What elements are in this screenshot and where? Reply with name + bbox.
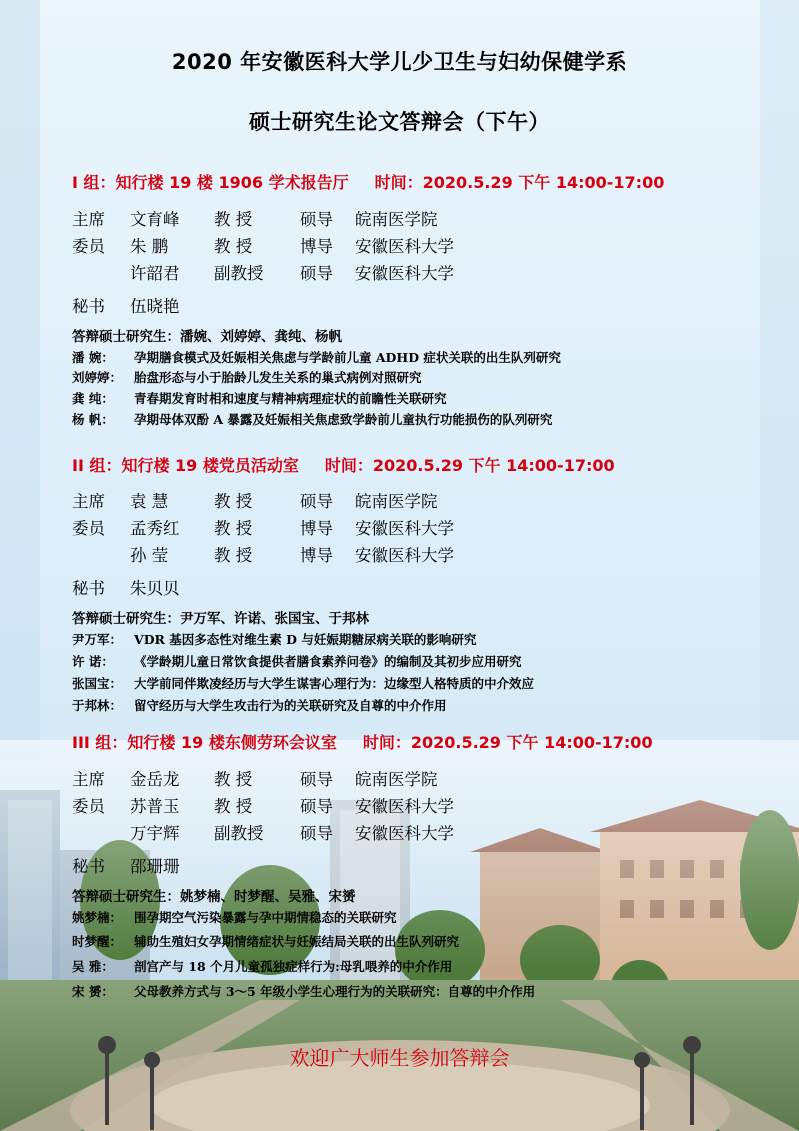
thesis-topic: [72, 982, 535, 1000]
group-3-students: 答辩硕士研究生：姚梦楠、时梦醒、吴雅、宋赟: [72, 889, 356, 905]
member-title: 教 授: [214, 519, 253, 538]
welcome-message: 欢迎广大师生参加答辩会: [289, 1046, 510, 1070]
secretary-label: 秘书: [72, 857, 105, 876]
group-1-secretary: [72, 293, 180, 317]
member-name: 金岳龙: [130, 770, 180, 789]
member-degree: 硕导: [300, 824, 333, 843]
member-institution: 安徽医科大学: [355, 797, 454, 816]
member-institution: 安徽医科大学: [355, 546, 454, 565]
thesis-topic: [72, 410, 552, 428]
secretary-name: 伍晓艳: [130, 297, 180, 316]
group-2-students: 答辩硕士研究生：尹万军、许诺、张国宝、于邦林: [72, 611, 369, 627]
student-name: 尹万军：: [72, 632, 123, 647]
member-institution: 安徽医科大学: [355, 519, 454, 538]
thesis-title: 剖宫产与 18 个月儿童孤独症样行为:母乳喂养的中介作用: [134, 959, 453, 974]
member-degree: 硕导: [300, 797, 333, 816]
group-1-students: 答辩硕士研究生：潘婉、刘婷婷、龚纯、杨帆: [72, 329, 342, 345]
member-institution: 安徽医科大学: [355, 264, 454, 283]
member-institution: 皖南医学院: [355, 492, 438, 511]
thesis-title: 孕期母体双酚 A 暴露及妊娠相关焦虑致学龄前儿童执行功能损伤的队列研究: [134, 412, 553, 427]
student-name: 于邦林：: [72, 698, 123, 713]
member-role: 主席: [72, 210, 105, 229]
thesis-topic: [72, 368, 422, 386]
group-3-location: III 组：知行楼 19 楼东侧劳环会议室: [72, 733, 337, 752]
thesis-title: 孕期膳食模式及妊娠相关焦虑与学龄前儿童 ADHD 症状关联的出生队列研究: [134, 350, 561, 365]
thesis-title: 《学龄期儿童日常饮食提供者膳食素养问卷》的编制及其初步应用研究: [134, 654, 522, 669]
member-name: 袁 慧: [130, 492, 169, 511]
student-name: 潘 婉：: [72, 350, 114, 365]
group-2-secretary: [72, 575, 180, 599]
thesis-topic: [72, 389, 447, 407]
member-role: 委员: [72, 237, 105, 256]
group-1-location: I 组：知行楼 19 楼 1906 学术报告厅: [72, 173, 349, 192]
thesis-title: 大学前同伴欺凌经历与大学生谋害心理行为：边缘型人格特质的中介效应: [134, 676, 535, 691]
thesis-title: 父母教养方式与 3～5 年级小学生心理行为的关联研究：自尊的中介作用: [134, 984, 536, 999]
member-role: 委员: [72, 519, 105, 538]
thesis-topic: [72, 957, 452, 975]
member-title: 教 授: [214, 492, 253, 511]
thesis-topic: [72, 674, 534, 692]
thesis-title: 围孕期空气污染暴露与孕中期情稳态的关联研究: [134, 910, 397, 925]
member-name: 苏普玉: [130, 797, 180, 816]
poster-title-line2: 硕士研究生论文答辩会（下午）: [249, 110, 550, 134]
member-name: 孙 莹: [130, 546, 169, 565]
member-degree: 硕导: [300, 492, 333, 511]
member-name: 万宇辉: [130, 824, 180, 843]
student-name: 龚 纯：: [72, 391, 114, 406]
member-title: 教 授: [214, 210, 253, 229]
thesis-topic: [72, 348, 561, 366]
student-name: 姚梦楠：: [72, 910, 123, 925]
thesis-title: 辅助生殖妇女孕期情绪症状与妊娠结局关联的出生队列研究: [134, 934, 460, 949]
student-name: 许 诺：: [72, 654, 114, 669]
member-role: 委员: [72, 797, 105, 816]
student-name: 宋 赟：: [72, 984, 114, 999]
group-2-header: [72, 453, 615, 476]
secretary-name: 朱贝贝: [130, 579, 180, 598]
student-name: 吴 雅：: [72, 959, 114, 974]
group-3-header: [72, 730, 653, 753]
member-name: 朱 鹏: [130, 237, 169, 256]
member-degree: 博导: [300, 519, 333, 538]
secretary-label: 秘书: [72, 297, 105, 316]
member-name: 许韶君: [130, 264, 180, 283]
group-1-header: [72, 170, 664, 193]
thesis-topic: [72, 908, 397, 926]
member-role: 主席: [72, 770, 105, 789]
thesis-title: 留守经历与大学生攻击行为的关联研究及自尊的中介作用: [134, 698, 447, 713]
group-2-location: II 组：知行楼 19 楼党员活动室: [72, 456, 299, 475]
thesis-topic: [72, 630, 476, 648]
member-name: 孟秀红: [130, 519, 180, 538]
student-name: 时梦醒：: [72, 934, 123, 949]
member-institution: 皖南医学院: [355, 770, 438, 789]
member-title: 教 授: [214, 770, 253, 789]
poster-title-line1: 2020 年安徽医科大学儿少卫生与妇幼保健学系: [171, 50, 628, 74]
group-2-time: 时间：2020.5.29 下午 14:00-17:00: [324, 456, 615, 475]
student-name: 杨 帆：: [72, 412, 114, 427]
thesis-topic: [72, 932, 459, 950]
member-institution: 安徽医科大学: [355, 237, 454, 256]
member-degree: 博导: [300, 546, 333, 565]
thesis-title: VDR 基因多态性对维生素 D 与妊娠期糖尿病关联的影响研究: [134, 632, 477, 647]
thesis-topic: [72, 652, 522, 670]
thesis-topic: [72, 696, 447, 714]
member-name: 文育峰: [130, 210, 180, 229]
group-1-time: 时间：2020.5.29 下午 14:00-17:00: [374, 173, 665, 192]
member-degree: 硕导: [300, 210, 333, 229]
member-title: 教 授: [214, 237, 253, 256]
group-3-time: 时间：2020.5.29 下午 14:00-17:00: [362, 733, 653, 752]
student-name: 刘婷婷：: [72, 370, 123, 385]
group-3-secretary: [72, 853, 180, 877]
member-degree: 博导: [300, 237, 333, 256]
member-title: 教 授: [214, 546, 253, 565]
member-title: 教 授: [214, 797, 253, 816]
student-name: 张国宝：: [72, 676, 123, 691]
secretary-label: 秘书: [72, 579, 105, 598]
thesis-title: 青春期发育时相和速度与精神病理症状的前瞻性关联研究: [134, 391, 447, 406]
member-title: 副教授: [214, 264, 264, 283]
member-institution: 安徽医科大学: [355, 824, 454, 843]
member-institution: 皖南医学院: [355, 210, 438, 229]
member-title: 副教授: [214, 824, 264, 843]
member-degree: 硕导: [300, 264, 333, 283]
thesis-title: 胎盘形态与小于胎龄儿发生关系的巢式病例对照研究: [134, 370, 422, 385]
member-degree: 硕导: [300, 770, 333, 789]
member-role: 主席: [72, 492, 105, 511]
secretary-name: 邵珊珊: [130, 857, 180, 876]
